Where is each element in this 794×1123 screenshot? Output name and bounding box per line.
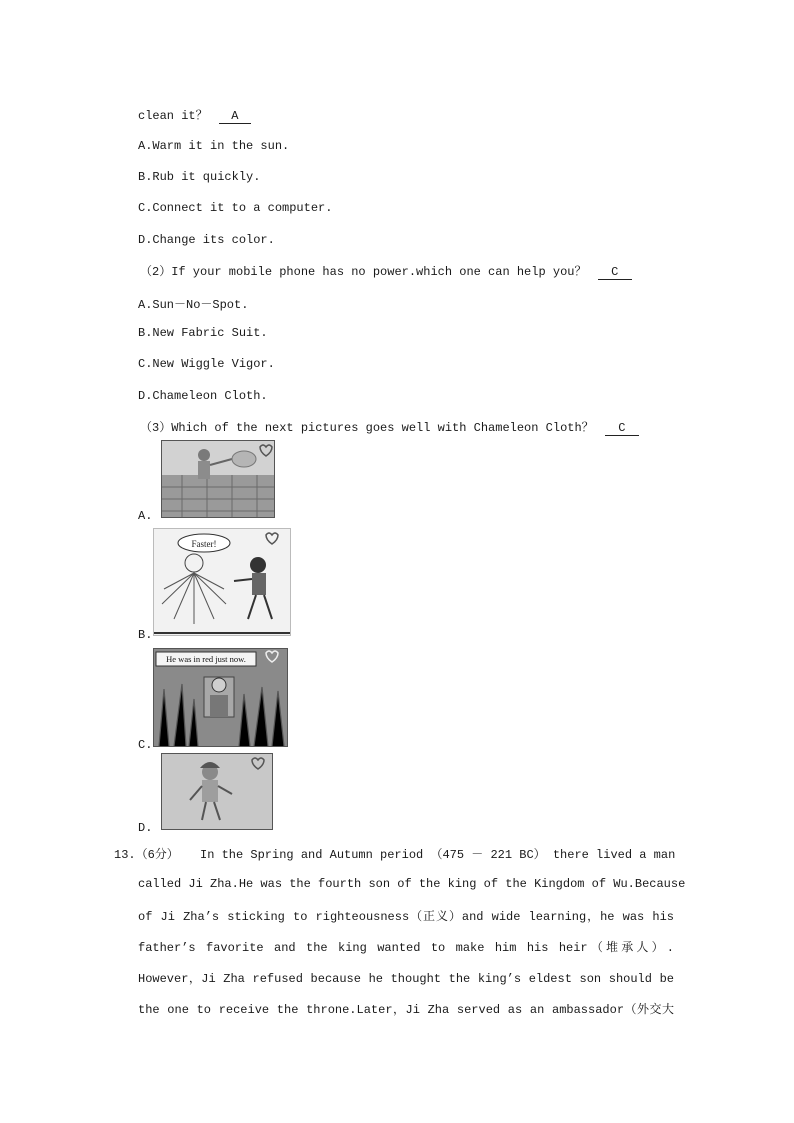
option-2d: D.Chameleon Cloth.	[138, 389, 268, 403]
passage-line-5: However，Ji Zha refused because he thought the king’s eldest son should be	[138, 972, 674, 986]
question-3-text: （3）Which of the next pictures goes well with Chameleon Cloth？	[140, 421, 594, 435]
option-1b: B.Rub it quickly.	[138, 170, 261, 184]
picture-a-illustration	[162, 441, 274, 517]
option-1a: A.Warm it in the sun.	[138, 139, 290, 153]
picture-label-a: A.	[138, 509, 153, 523]
option-2a: A.Sun－No－Spot.	[138, 298, 249, 312]
picture-d-illustration	[162, 754, 272, 829]
picture-d	[161, 753, 273, 830]
answer-blank-3: C	[605, 421, 639, 436]
passage-line-4: father’s favorite and the king wanted to make him his heir（堆承人）.	[138, 941, 674, 955]
question-13-index: 13.	[114, 848, 136, 862]
question-2-text: （2）If your mobile phone has no power.which one can help you？	[140, 265, 587, 279]
picture-c-illustration	[154, 649, 287, 746]
bubble-b-text: Faster!	[191, 539, 217, 549]
question-2	[140, 262, 632, 280]
bubble-c-text: He was in red just now.	[166, 654, 246, 664]
picture-a	[161, 440, 275, 518]
question-1-tail	[138, 106, 251, 124]
question-3	[140, 418, 639, 436]
picture-b	[153, 528, 291, 636]
question-13-number	[114, 845, 179, 862]
answer-blank-1: A	[219, 109, 251, 124]
picture-c	[153, 648, 288, 747]
question-1-text: clean it？	[138, 109, 208, 123]
picture-label-d: D.	[138, 821, 153, 835]
question-13-score: （6分）	[135, 848, 179, 862]
picture-label-b: B.	[138, 628, 153, 642]
answer-blank-2: C	[598, 265, 632, 280]
passage-line-1: In the Spring and Autumn period （475 － 221 BC） there lived a man	[200, 848, 676, 862]
option-1d: D.Change its color.	[138, 233, 275, 247]
picture-label-c: C.	[138, 738, 153, 752]
option-1c: C.Connect it to a computer.	[138, 201, 333, 215]
passage-line-2: called Ji Zha.He was the fourth son of the king of the Kingdom of Wu.Because	[138, 877, 686, 891]
option-2b: B.New Fabric Suit.	[138, 326, 268, 340]
passage-line-3: of Ji Zha’s sticking to righteousness（正义）and wide learning，he was his	[138, 910, 674, 924]
picture-b-illustration	[154, 529, 290, 635]
option-2c: C.New Wiggle Vigor.	[138, 357, 275, 371]
passage-line-6: the one to receive the throne.Later，Ji Zha served as an ambassador（外交大	[138, 1003, 674, 1017]
